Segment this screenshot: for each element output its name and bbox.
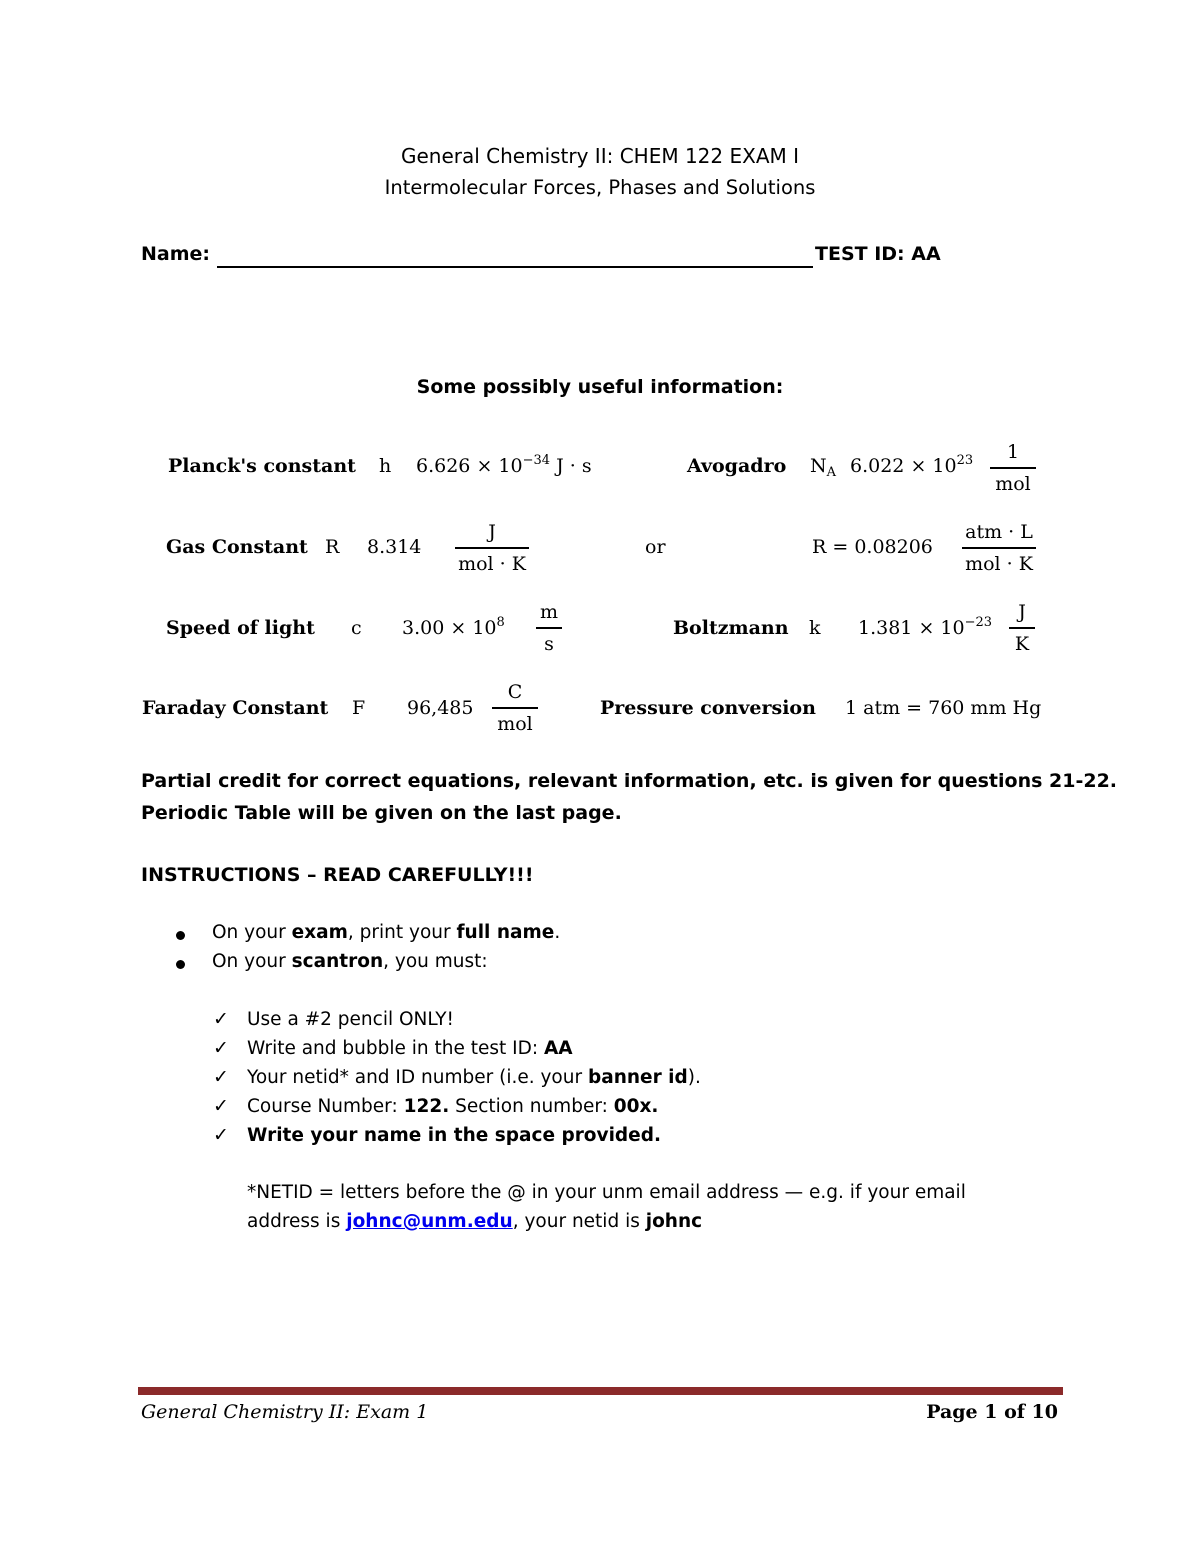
exam-subtitle: Intermolecular Forces, Phases and Solutions: [384, 176, 816, 199]
gas-constant-alt-unit-fraction: atm · L mol · K: [962, 517, 1036, 579]
boltzmann-value: $1.381 \times 10^{-23}$: [858, 615, 993, 639]
or-text: or: [645, 536, 666, 558]
bullet-icon: [176, 960, 185, 969]
email-link[interactable]: johnc@unm.edu: [346, 1211, 513, 1232]
check-item-name: Write your name in the space provided.: [247, 1125, 661, 1146]
checkmark-icon: ✓: [213, 1037, 229, 1059]
gas-constant-unit-fraction: J mol · K: [455, 517, 529, 579]
netid-note-line2: address is johnc@unm.edu, your netid is johnc: [247, 1211, 703, 1232]
info-heading: Some possibly useful information:: [416, 376, 784, 398]
name-field-line[interactable]: [217, 266, 813, 268]
check-item-netid: Your netid* and ID number (i.e. your banner id).: [247, 1067, 701, 1088]
checkmark-icon: ✓: [213, 1008, 229, 1030]
avogadro-symbol: $N_A$: [810, 455, 837, 480]
boltzmann-unit-fraction: J K: [1009, 597, 1035, 659]
faraday-label: Faraday Constant: [142, 697, 329, 719]
check-item-pencil: Use a #2 pencil ONLY!: [247, 1009, 454, 1030]
footer-course: General Chemistry II: Exam 1: [141, 1401, 429, 1423]
pressure-value: 1 atm = 760 mm Hg: [845, 697, 1042, 719]
gas-constant-symbol: R: [325, 536, 340, 558]
avogadro-unit-fraction: 1 mol: [990, 437, 1036, 499]
gas-constant-label: Gas Constant: [166, 536, 308, 558]
instructions-heading: INSTRUCTIONS – READ CAREFULLY!!!: [141, 864, 534, 886]
netid-note-line1: *NETID = letters before the @ in your unm email address — e.g. if your email: [247, 1182, 966, 1203]
checkmark-icon: ✓: [213, 1124, 229, 1146]
checkmark-icon: ✓: [213, 1066, 229, 1088]
gas-constant-value: 8.314: [367, 536, 422, 558]
avogadro-label: Avogadro: [687, 455, 787, 477]
checkmark-icon: ✓: [213, 1095, 229, 1117]
test-id: TEST ID: AA: [815, 243, 941, 265]
speed-of-light-symbol: c: [351, 617, 362, 639]
faraday-symbol: F: [352, 697, 366, 719]
boltzmann-label: Boltzmann: [673, 617, 789, 639]
planck-symbol: h: [379, 455, 392, 477]
footer-rule: [138, 1387, 1063, 1395]
planck-label: Planck's constant: [168, 455, 356, 477]
name-label: Name:: [141, 243, 211, 265]
bullet-exam-name: On your exam, print your full name.: [212, 922, 561, 943]
speed-of-light-unit-fraction: m s: [536, 597, 562, 659]
exam-title: General Chemistry II: CHEM 122 EXAM I: [400, 144, 800, 168]
avogadro-value: $6.022 \times 10^{23}$: [850, 453, 974, 477]
speed-of-light-value: $3.00 \times 10^8$: [402, 615, 505, 639]
pressure-label: Pressure conversion: [600, 697, 816, 719]
bullet-icon: [176, 931, 185, 940]
bullet-scantron: On your scantron, you must:: [212, 951, 488, 972]
planck-value: $6.626 \times 10^{-34}$ J · s: [416, 453, 592, 477]
faraday-unit-fraction: C mol: [492, 677, 538, 739]
footer-page-number: Page 1 of 10: [926, 1401, 1058, 1423]
check-item-course: Course Number: 122. Section number: 00x.: [247, 1096, 659, 1117]
periodic-table-note: Periodic Table will be given on the last page.: [141, 802, 622, 824]
boltzmann-symbol: k: [809, 617, 821, 639]
check-item-test-id: Write and bubble in the test ID: AA: [247, 1038, 573, 1059]
gas-constant-alt: R = 0.08206: [812, 536, 933, 558]
speed-of-light-label: Speed of light: [166, 617, 315, 639]
partial-credit-note: Partial credit for correct equations, relevant information, etc. is given for questions 21-22.: [141, 770, 1118, 792]
faraday-value: 96,485: [407, 697, 474, 719]
